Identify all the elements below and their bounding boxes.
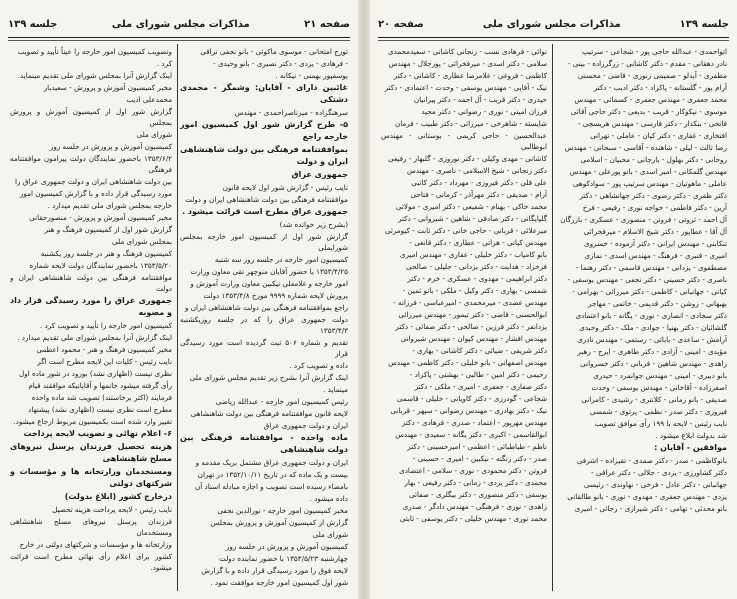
text-line: مخبر کمیسیون آموزش و پرورش - سعیدیار — [43, 83, 172, 92]
text-line: - فرهادی - یزدی - دکتر نصیری - بانو وحیدی - — [213, 59, 348, 68]
text-line: کرد . — [156, 59, 172, 68]
text-line: کمیسیون آموزش و پرورش در جلسه روز — [49, 142, 172, 151]
text-line: کشور برای اعلام رأی نهائی مطرح است قرائت میشود. — [10, 552, 172, 572]
text-line: فاتحی - بنکدار - دکتر فارسی - مهندس هریسچی - — [577, 119, 727, 128]
left-page-session: جلسه ۱۳۹ — [8, 18, 58, 30]
text-line: راجع بموافقتنامه فرهنگی بین دولت شاهنشاهی ایران و — [184, 303, 348, 312]
right-page-title: مذاکرات مجلس شورای ملی — [482, 18, 621, 30]
text-line: یوسفپور بهمنی - نیکانه . — [275, 71, 348, 80]
text-line: محمدعلی ادیب — [126, 95, 172, 104]
text-line: جمهوری عراق مطرح است قرائت میشود . — [182, 207, 348, 216]
text-line: مهندس اصفهانی - بانو خلیلی - دکتر کاظمی - مهندس — [388, 358, 547, 367]
text-line: بمجلس شورای ملی — [112, 237, 172, 246]
text-line: گزارش از کمیسیون آموزش و پرورش بمجلس — [210, 518, 348, 527]
text-line: نایب رئیس - گزارش شور اول لایحه قانون — [222, 183, 348, 192]
text-line: موافقتنامه فرهنگی بین دولت شاهنشاهی ایران و دولت — [185, 195, 348, 204]
text-line: دکتر صفاری - جعفری - امیری - ملکی - دکتر — [414, 382, 547, 391]
right-page-session: جلسه ۱۳۹ — [679, 18, 729, 30]
text-line: چهارشنبه ۱۳۵۳/۵/۲۳ با حضور نماینده دولت — [219, 554, 348, 563]
text-line: تغییر وارد شده است بکمیسیون مربوط ارجاع میشود. — [13, 417, 172, 426]
text-line: وزارتخانه ها و مؤسسات و شرکتهای دولتی در خارج — [19, 540, 172, 549]
text-line: زاهدی - مهندس شاهین - قربانی - دکتر خسروانی — [580, 359, 727, 368]
text-line: کیانی - جهانبانی - کاظمی - دکتر میرزائی - بهرامی - — [572, 287, 727, 296]
text-line: اینک گزارش آنرا بمجلس شورای ملی تقدیم مینماید. — [17, 71, 172, 80]
text-line: رحیمی - دکتر امین - طالبی - بهشتی - پاکزاد - — [409, 370, 547, 379]
text-line: فروتن - دکتر محمودی - نوری - سلامی - اعتضادی — [399, 466, 547, 475]
text-line: مصطفوی - یزدانی - مهندس قاسمی - دکتر رهنما - — [575, 263, 727, 272]
text-line: گلپایگانی - دکتر صادقی - شاهین - شیروانی - دکتر — [398, 214, 547, 223]
text-line: بامضاء رسیده است تصویب و اجازه مبادله اسناد آن — [194, 482, 348, 491]
text-line: امور خارجه و غلامعلی نیکبین معاون وزارت آموزش و — [190, 279, 348, 288]
right-header-rule — [378, 37, 729, 38]
right-page-column-left — [381, 46, 547, 593]
text-line: نایب رئیس - لایحه پرداخت هزینه تحصیل — [52, 505, 172, 514]
text-line: محمدی - دکتر یزدی - زمانی - دکتر رفیعی - بهار — [404, 478, 547, 487]
text-line: شورای ملی — [312, 530, 348, 539]
text-line: کاظمی - فروغی - غلامرضا عطاری - کاشانی - دکتر — [393, 71, 547, 80]
text-line: تنکابنی - مهندس ایرانی - دکتر آزموده - خسروی — [583, 239, 727, 248]
text-line: پرورش لایحه شماره ۹۹۹۹ مورخ ۱۳۵۳/۴/۸ دولت — [203, 291, 348, 300]
left-page-column-right — [180, 46, 348, 593]
text-line: فرزندان پرسنل نیروهای مسلح شاهنشاهی ومستخدمان — [10, 517, 172, 537]
text-line: نایب رئیس - کلیات این لایحه مطرح است اگر — [37, 357, 172, 366]
text-line: عبدالحسین - حاجی کریمی - بوستانی - مهندس ابوطالبی — [381, 131, 547, 151]
text-line: درخارج کشور (ابلاغ بدولت) — [64, 492, 172, 501]
left-page-number: صفحه ۲۱ — [304, 18, 350, 30]
left-column-divider — [177, 44, 178, 591]
text-line: آرام پور - گلستانه - پاکزاد - دکتر ادیب - دکتر — [593, 83, 727, 92]
text-line: لایحه فوق را مورد رسیدگی قرار داده و با گزارش — [201, 566, 348, 575]
text-line: غائبین دارای - آقایان: وشمگر - محمدی دشتکی — [180, 83, 348, 104]
text-line: فرخزاد - هدایت - دکتر یزدانی - جلیلی - صالحی — [406, 262, 547, 271]
text-line: خارجه بمجلس شورای ملی تقدیم میدارد . — [47, 201, 172, 210]
text-line: داده و تصویب کرد . — [289, 361, 348, 370]
left-header-rule-secondary — [8, 40, 350, 41]
text-line: بیست و یک ماده که در تاریخ ۱۳۵۲/۱۰/۱۱ در تهران — [197, 470, 348, 479]
text-line: مورد رسیدگی قرار داده و با گزارش کمیسیون امور — [19, 189, 172, 198]
text-line: ۵- طرح گزارش شور اول کمیسیون امور خارجه راجع — [180, 120, 348, 141]
text-line: کمیسیون امور خارجه در جلسه روز سه شنبه — [214, 255, 348, 264]
text-line: شجاعی - گودرزی - دکتر کاویانی - خلیلی - قاسمی — [396, 394, 547, 403]
text-line: میرعلائی - قربانی - حاجی خانی - دکتر ثابت - کیومرثی — [384, 226, 547, 235]
text-line: یزدانفر - دکتر فرزین - صالحی - دکتر صفائی - دکتر — [395, 322, 547, 331]
text-line: کمیسیون آموزش و پرورش در جلسه روز — [225, 542, 348, 551]
text-line: ایران و دولت جمهوری عراق مشتمل بریک مقدمه و — [195, 458, 348, 467]
text-line: ۱۳۵۳/۶/۲ باحضور نمایندگان دولت پیرامون موافقتنامه فرهنگی — [10, 154, 172, 174]
text-line: مخبر کمیسیون امور خارجه - نورالدین نجفی — [217, 506, 348, 515]
text-line: صدر - دکتر زنگنه - نیکبین - امیری - حسینی - — [412, 454, 547, 463]
text-line: دولت جمهوری عراق را که در جلسه روزیکشنبه ۱۳۵۳/۴/۳ — [180, 315, 348, 335]
text-line: رئیس کمیسیون امور خارجه - عبدالله ریاضی — [215, 397, 348, 406]
text-line: لایحه قانون موافقتنامه فرهنگی بین دولت شاهنشاهی — [190, 409, 348, 418]
text-line: اصغرزاده - آقاخانی - مهندس یوسفی - وحدت — [591, 383, 727, 392]
text-line: مخبر کمیسیون آموزش و پرورش - منصورحقانی — [29, 213, 172, 222]
text-line: وتصویب کمیسیون امور خارجه را عیناً تأیید و تصویب — [17, 47, 172, 56]
left-header-rule — [8, 37, 350, 38]
text-line: کمیسیون امور خارجه را تأیید و تصویب کرد . — [40, 321, 172, 330]
text-line: گلشائیان - دکتر بهنیا - جوادی - ملک - دکتر وحیدی — [579, 323, 727, 332]
text-line: آل آقا - عطاپور - دکتر شیخ الاسلام - میرفخرائی — [583, 227, 727, 236]
text-line: مینماید . — [323, 385, 348, 394]
text-line: ابوالقاسمی - اکبری - دکتر یگانه - سعیدی - مهندس — [395, 430, 547, 439]
text-line: حیدری - دکتر قریب - آل احمد - دکتر پیرانیان — [413, 95, 547, 104]
text-line: بانو کامیاب - دکتر خلیلی - غفاری - مهندس امیری — [399, 250, 547, 259]
text-line: نیک - آقایی - مهندس یوسفی - وحدت - اعتمادی - دکتر — [384, 83, 547, 92]
text-line: شمسی - بهاری - دکتر وکیل - ملکی - بانو ثمین - — [402, 286, 547, 295]
text-line: داده میشود . — [309, 494, 348, 503]
text-line: مهندس افشار - مهندس کیوان - مهندس شیروانی — [400, 334, 547, 343]
text-line: زاهدی - نوری - فرهنگی - مهندس دادگر - صدری — [402, 502, 547, 511]
text-line: نایب رئیس - لایحه با ۱۹۹ رأی موافق تصویب — [594, 419, 727, 428]
text-line: شور اول کمیسیون امور خارجه موافقت نمود . — [210, 578, 348, 587]
text-line: فیروزی - دکتر صدر - نظمی - پرتوی - شمسی — [589, 407, 727, 416]
text-line: هزینه تحصیل فرزندان پرسنل نیروهای مسلح شاهنشاهی — [10, 442, 172, 463]
left-page-title: مذاکرات مجلس شورای ملی — [111, 18, 250, 30]
text-line: ناظم - طباطبائی - اعظمی - امیرحسینی - دکتر — [407, 442, 547, 451]
text-line: فرمایند (اکثر برخاستند) تصویب شد ماده واحده — [31, 393, 172, 402]
text-line: موافقین - آقایان : — [654, 443, 727, 452]
text-line: جمهوری عراق را مورد رسیدگی قرار داد و مصوبه — [10, 296, 172, 317]
text-line: دکتر زنجانی - شیخ الاسلامی - ناصری - مهندس — [407, 166, 547, 175]
text-line: کمیسیون فرهنگ و هنر در جلسه روز یکشنبه — [40, 249, 172, 258]
text-line: آل احمد - ثروتی - فروتن - منصوری - عسکری - بازرگان — [560, 215, 727, 224]
text-line: آرین - دکتر فاطمی - خواجه نوری - رفیعی - فرخ — [582, 203, 727, 212]
text-line: مؤیدی - امینی - آزادی - دکتر طاهری - ایرج - رهبر — [577, 347, 727, 356]
text-line: مهندس مهرپور - اعتماد - صدری - فرهادی - دکتر — [401, 418, 547, 427]
text-line: تقدیم و شماره ۵۰۶ ثبت گردیده است مورد رسیدگی قرار — [180, 338, 348, 358]
text-line: بین دولت شاهنشاهی ایران و دولت جمهوری عراق را — [14, 177, 172, 186]
text-line: مطرح است نظری نیست (اظهاری نشد) پیشنهاد — [28, 405, 172, 414]
text-line: ابوالحسنی - قاضی - دکتر تیمور - مهندس میرزائی — [398, 310, 547, 319]
text-line: نادر دهقانی - مقدم - دکتر کاشانی - زرگرزاده - بینی - — [567, 59, 727, 68]
text-line: کاشانی - مهدی وکیلی - دکتر نوروزی - گلبهار - رفیعی — [387, 154, 547, 163]
text-line: بموافقتنامه فرهنگی بین دولت شاهنشاهی ایران و دولت — [180, 145, 348, 166]
text-line: مهندس عضدی - میرمحمدی - امیرعباسی - فرزانه - — [393, 298, 547, 307]
text-line: (بشرح زیر خوانده شد) — [279, 220, 348, 229]
text-line: یوسفی - دکتر منصوری - دکتر بیگلری - صفائی — [408, 490, 547, 499]
left-page-column-left — [10, 46, 172, 593]
text-line: شایسته - شاهرخی - میرزائی - دکتر طبیب - فرمان — [394, 119, 547, 128]
right-column-divider — [552, 44, 553, 591]
text-line: سلامی - دکتر اسدی - میرفخرائی - پورجلال - مهندس — [388, 59, 547, 68]
text-line: نظری نیست (اظهاری نشد) بورود در شور ماده اول — [19, 369, 172, 378]
text-line: گزارش شور اول از کمیسیون آموزش و پرورش بمجلس — [10, 107, 172, 127]
text-line: دکتر ظفری - دکتر رضوی - دکتر جهانشاهی - دکتر — [579, 191, 727, 200]
text-line: بانو محدثی - تهامی - دکتر شیرازی - رجائی - امیری — [574, 504, 727, 513]
text-line: رأی گرفته میشود خانمها و آقایانیکه موافقند قیام — [28, 381, 172, 390]
text-line: دکتر سجادی - انصاری - نوری - یگانه - بانو اعتمادی — [575, 311, 727, 320]
text-line: ماده واحده - موافقتنامه فرهنگی بین دولت شاهنشاهی — [180, 433, 348, 454]
text-line: رضا ثالث - لیلی - شاهنده - آقاسی - سبحانی - مهندس — [564, 143, 727, 152]
text-line: مخبر کمیسیون فرهنگ و هنر - محمود اعظمی — [36, 345, 172, 354]
text-line: بهبهانی - روشن - دکتر قدیمی - خاتمی - مهاجر — [587, 299, 727, 308]
left-page — [0, 0, 358, 599]
text-line: نوائی - فرهادی نسب - زنجانی کاشانی - سعیدمحمدی — [387, 47, 547, 56]
text-line: اتواحمدی - عبدالله حاجی پور - شجاعی - سرتیپ — [581, 47, 727, 56]
text-line: شد بدولت ابلاغ میشود . — [655, 431, 727, 440]
text-line: شورای ملی — [136, 130, 172, 139]
text-line: تورج امتحانی - موسوی ماکوئی - بانو نجفی نراقی — [200, 47, 348, 56]
text-line: ناصری - دکتر حسینی - دکتر نجفی - مهندس یوسفی - — [567, 275, 727, 284]
text-line: محمد خاکی - بهنام - شفیعی - دکتر امیری - مولائی — [395, 202, 547, 211]
text-line: ۶- اعلام نهائی و تصویب لایحه پرداخت — [23, 429, 172, 438]
text-line: آرامش - ساعدی - بابائی - رستمی - مهندس نادری — [577, 335, 727, 344]
text-line: محمد جعفری - مهندس جعفری - کسمائی - مهندس — [574, 95, 727, 104]
text-line: افتخاری - غفاری - دکتر کیان - عاملی - تهرانی — [590, 131, 727, 140]
text-line: ۱۳۵۳/۵/۲۰ باحضور نمایندگان دولت لایحه شماره — [29, 261, 172, 270]
text-line: آرام - صدیقی - دکتر مهرآذر - کرمانی - فتاحی — [410, 190, 547, 199]
text-line: دکتر شریفی - ضیائی - دکتر کاشانی - بهاری - — [412, 346, 547, 355]
right-page-column-right — [559, 46, 727, 593]
text-line: نیک - دکتر بهادری - مهندس رضوانی - سپهر - قربانی — [390, 406, 547, 415]
text-line: محمد نوری - مهندس خلیلی - دکتر یوسفی - ثابتی — [399, 514, 547, 523]
text-line: موافقتنامه فرهنگی بین دولت شاهنشاهی ایران و دولت — [10, 273, 172, 293]
text-line: جمهوری عراق — [291, 170, 348, 179]
right-page-header — [378, 12, 729, 36]
text-line: دکتر کشاورزی - یزدی - جلالی - دکتر عراقی - — [591, 468, 727, 477]
text-line: یزدی - مهندس جعفری - مهدوی - نوری - بانو طالقانی — [567, 492, 727, 501]
text-line: امیری - قنبری - فرهنگ - مهندس اسدی - نمازی — [584, 251, 727, 260]
text-line: ایران و دولت جمهوری عراق — [263, 421, 348, 430]
text-line: مظفری - آیدلو - صمیمی زنوزی - قاضی - محسنی — [577, 71, 727, 80]
text-line: مهندس گلمکانی - امیر اسدی - بانو پورعلی - مهندس — [569, 167, 727, 176]
text-line: مهندس کیانی - هراتی - عطاری - دکتر قانعی - — [409, 238, 547, 247]
right-page-number: صفحه ۲۰ — [378, 18, 424, 30]
text-line: ۱۳۵۳/۴/۲۵ با حضور آقایان منوچهر تقی معاون وزارت — [190, 267, 348, 276]
text-line: فرزان امینی - نوری - رضوانی - دکتر مجید — [421, 107, 547, 116]
text-line: دکتر ابراهیمی - مهدوی - عسکری - خرم - دکتر — [407, 274, 547, 283]
right-header-rule-secondary — [378, 40, 729, 41]
book-gutter — [358, 0, 370, 599]
text-line: سرهنگزاده - میرناصراحمدی - مهندس — [234, 108, 348, 117]
text-line: بانو دبیری - امینی - مهندس جوانمرد - حیدری — [593, 371, 727, 380]
text-line: علی قلی - دکتر فیروزی - مهرداد - دکتر کاتبی — [411, 178, 547, 187]
text-line: گزارش شور اول از کمیسیون فرهنگ و هنر — [44, 225, 172, 234]
left-page-header — [8, 12, 350, 36]
text-line: روحانی - دکتر بهلول - یارجانی - محبیان - اسلامی — [580, 155, 727, 164]
text-line: جهانبانی - دکتر عادل - فرخی - نهاوندی - رئیسی — [583, 480, 727, 489]
text-line: ومستخدمان وزارتخانه ها و مؤسسات و شرکتهای دولتی — [10, 467, 172, 488]
right-page — [370, 0, 737, 599]
text-line: گزارش شور اول از کمیسیون امور خارجه بمجلس شورایملی — [180, 232, 348, 252]
text-line: اینک گزارش آنرا بشرح زیر تقدیم مجلس شورای ملی — [189, 373, 348, 382]
text-line: صدیقی - بانو زمانی - کلانتری - رشیدی - کامرانی — [581, 395, 727, 404]
text-line: عاملی - ماهوتیان - مهندس سرتیپ پور - سوادکوهی — [572, 179, 727, 188]
text-line: اینک گزارش آنرا بمجلس شورای ملی تقدیم میدارد . — [17, 333, 172, 342]
text-line: موسوی - نیکوکار - قریب - بدیعی - دکتر حاجی آقائی — [570, 107, 727, 116]
text-line: بانوکاظمی - صدر - دکتر صمدی - تقیزاده - اشرفی — [576, 456, 727, 465]
